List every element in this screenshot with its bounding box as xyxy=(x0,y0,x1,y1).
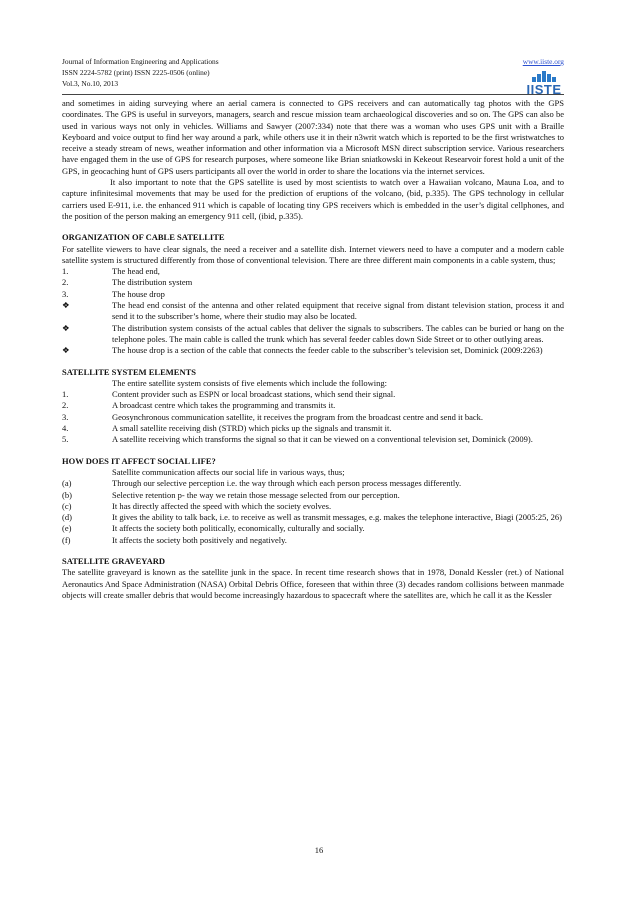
list-item xyxy=(62,535,564,546)
journal-url-link[interactable]: www.iiste.org xyxy=(522,57,564,66)
list-text: The distribution system consists of the actual cables that deliver the signals to subscribers. The cables can be buried or hang on the telephone poles. The main cable is called the trunk which has several feeder cables down Side Street or to other outlying areas. xyxy=(112,322,564,344)
list-item xyxy=(62,478,564,489)
list-marker: 3. xyxy=(62,288,69,299)
page xyxy=(62,56,564,601)
logo-text: IISTE xyxy=(526,82,562,97)
list-marker: 2. xyxy=(62,277,69,288)
paragraph: The satellite graveyard is known as the satellite junk in the space. In recent time research shows that in 1978, Donald Kessler (ret.) of National Aeronautics And Space Administration (NASA) Orbital Debris Office, foreseen that within three (3) decades random collisions between manmade objects will create smaller debris that would become increasingly hazardous to spacecraft where the satellites are, which he call it as the Kessler xyxy=(62,567,564,600)
list-text: Geosynchronous communication satellite, it receives the program from the broadcast centre and send it back. xyxy=(112,411,484,422)
list-marker: 5. xyxy=(62,434,69,445)
list-marker: 4. xyxy=(62,423,69,434)
list-item xyxy=(62,345,564,356)
list-marker: (f) xyxy=(62,534,71,545)
list-item xyxy=(62,289,564,300)
diamond-bullet-icon: ❖ xyxy=(62,345,70,356)
list-item xyxy=(62,490,564,501)
list-text: It has directly affected the speed with which the society evolves. xyxy=(112,500,332,511)
list-marker: 1. xyxy=(62,389,69,400)
list-item xyxy=(62,523,564,534)
list-text: The house drop is a section of the cable that connects the feeder cable to the subscriber’s television set, Dominick (2009:2263) xyxy=(112,345,543,356)
list-marker: (c) xyxy=(62,500,72,511)
paragraph: It also important to note that the GPS satellite is used by most scientists to watch over a Hawaiian volcano, Mauna Loa, and to capture infinitesimal movements that may be used for the prediction of eruptions of the volcano, (bid, p.335). The GPS technology in cellular carriers used E-911, i.e. the enhanced 911 which is capable of locating tiny GPS receivers which is embedded in the user’s digital cellphones, and the position of the person making an emergency 911 cell, (ibid, p.335). xyxy=(62,177,564,221)
elements-list xyxy=(62,389,564,445)
social-list xyxy=(62,478,564,546)
list-item xyxy=(62,323,564,346)
volume-line: Vol.3, No.10, 2013 xyxy=(62,79,119,88)
article-body xyxy=(62,98,564,601)
list-item xyxy=(62,423,564,434)
list-text: The house drop xyxy=(112,288,165,299)
paragraph: and sometimes in aiding surveying where an aerial camera is connected to GPS receivers and can automatically tag photos with the GPS coordinates. The GPS is useful in surveyors, managers, search and rescue mission team archaeological discoveries and so on. The GPS can also be used in various ways not only in vehicles. Williams and Sawyer (2007:334) note that there was a woman who uses GPS unit with a Braille Keyboard and voice output to find her way around a park, while others use it in their n3writ watch which is reported to be the first wristwatches to receive a steady stream of news, weather information and other information via a Microsoft MSN direct subscription service. Various researchers have engaged them in the use of GPS for research purposes, where someone like Brian sniatkowski in Kekeout Researvoir forest hold a unit of the GPS, in geocaching hunt of GPS users participants all over the world in order to share the locations via the internet services. xyxy=(62,98,564,176)
list-item xyxy=(62,266,564,277)
list-marker: (e) xyxy=(62,523,72,534)
journal-header xyxy=(62,56,564,97)
journal-title: Journal of Information Engineering and Applications xyxy=(62,57,219,66)
list-marker: (d) xyxy=(62,512,72,523)
diamond-bullet-icon: ❖ xyxy=(62,322,70,333)
issn-line: ISSN 2224-5782 (print) ISSN 2225-0506 (online) xyxy=(62,68,210,77)
list-marker: 1. xyxy=(62,266,69,277)
diamond-bullet-icon: ❖ xyxy=(62,300,70,311)
list-item xyxy=(62,412,564,423)
list-text: It affects the society both positively and negatively. xyxy=(112,534,287,545)
page-number: 16 xyxy=(314,845,324,855)
list-item xyxy=(62,277,564,288)
list-text: A small satellite receiving dish (STRD) which picks up the signals and transmit it. xyxy=(112,423,392,434)
iiste-logo xyxy=(524,70,564,100)
list-text: The head end consist of the antenna and other related equipment that receive signal from distant television station, process it and send it to the subscriber’s home, where their studio may also be located. xyxy=(112,300,564,322)
list-item xyxy=(62,501,564,512)
list-item xyxy=(62,389,564,400)
cable-list xyxy=(62,266,564,356)
section-heading: SATELLITE SYSTEM ELEMENTS xyxy=(62,366,196,377)
section-heading: SATELLITE GRAVEYARD xyxy=(62,555,166,566)
list-text: Selective retention p- the way we retain those message selected from our perception. xyxy=(112,489,400,500)
list-text: Through our selective perception i.e. the way through which each person process messages differently. xyxy=(112,478,462,489)
section-heading: HOW DOES IT AFFECT SOCIAL LIFE? xyxy=(62,455,216,466)
list-marker: (a) xyxy=(62,478,72,489)
list-item xyxy=(62,400,564,411)
list-text: A satellite receiving which transforms the signal so that it can be viewed on a conventional television set, Dominick (2009). xyxy=(112,434,533,445)
list-text: Content provider such as ESPN or local broadcast stations, which send their signal. xyxy=(112,389,396,400)
list-marker: (b) xyxy=(62,489,72,500)
paragraph: The entire satellite system consists of five elements which include the following: xyxy=(112,377,388,388)
list-text: The distribution system xyxy=(112,277,193,288)
list-text: The head end, xyxy=(112,266,160,277)
list-text: It affects the society both politically, economically, culturally and socially. xyxy=(112,523,365,534)
paragraph: For satellite viewers to have clear signals, the need a receiver and a satellite dish. Internet viewers need to have a computer and a modern cable satellite system is structured differently from those of conventional television. There are three different main components in a cable system, thus; xyxy=(62,243,564,265)
section-heading: ORGANIZATION OF CABLE SATELLITE xyxy=(62,232,225,243)
paragraph: Satellite communication affects our social life in various ways, thus; xyxy=(112,466,345,477)
list-marker: 2. xyxy=(62,400,69,411)
list-item xyxy=(62,300,564,323)
list-text: It gives the ability to talk back, i.e. to receive as well as transmit messages, e.g. makes the telephone interactive, Biagi (2005:25, 26) xyxy=(112,512,562,523)
list-text: A broadcast centre which takes the programming and transmits it. xyxy=(112,400,336,411)
header-rule xyxy=(62,94,564,95)
logo-bars xyxy=(524,70,564,82)
list-item xyxy=(62,434,564,445)
list-item xyxy=(62,512,564,523)
list-marker: 3. xyxy=(62,411,69,422)
